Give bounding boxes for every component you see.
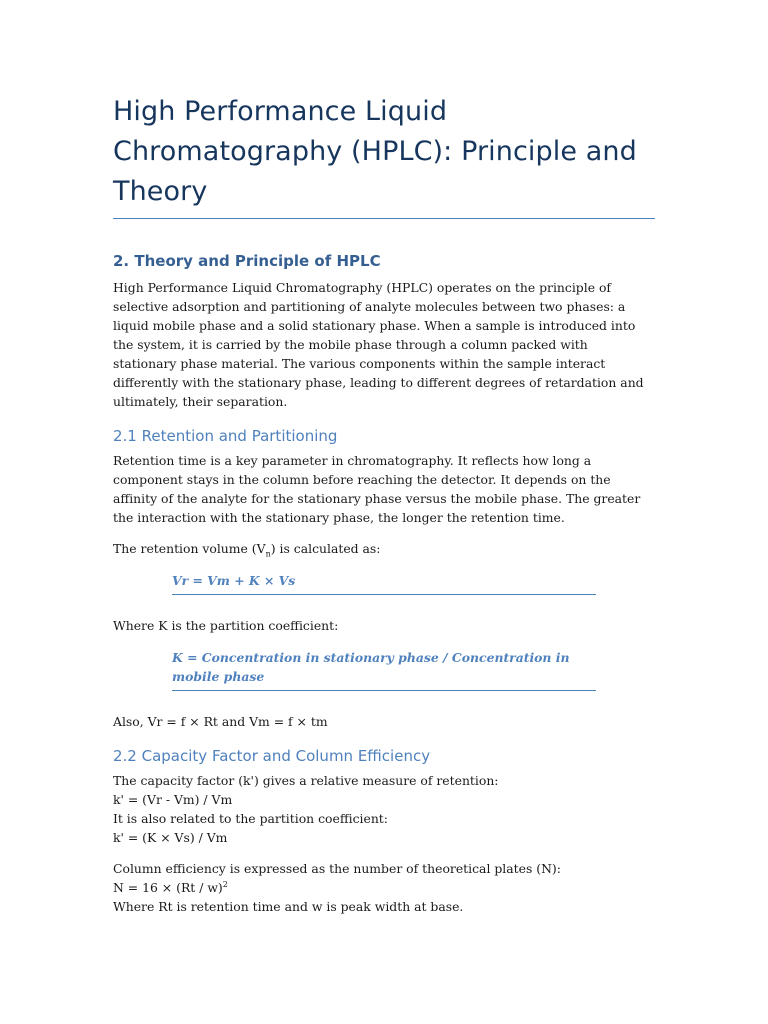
capacity-factor-line-2: k' = (Vr - Vm) / Vm: [113, 792, 233, 807]
document-page: [113, 92, 655, 916]
formula-partition-coefficient: K = Concentration in stationary phase / Concentration in mobile phase: [172, 648, 596, 691]
capacity-factor-line-3: It is also related to the partition coefficient:: [113, 811, 388, 826]
also-relation: Also, Vr = f × Rt and Vm = f × tm: [113, 714, 328, 729]
column-efficiency-line-2: N = 16 × (Rt / w)$^2$: [113, 879, 228, 895]
retention-volume-intro: The retention volume $(V_n)$ is calculated as:: [113, 541, 381, 559]
column-efficiency-line-3: Where Rt is retention time and w is peak width at base.: [113, 899, 464, 914]
partition-coefficient-intro: Where K is the partition coefficient:: [113, 618, 339, 633]
section-2-1-paragraph: Retention time is a key parameter in chromatography. It reflects how long a component stays in the column before reaching the detector. It depends on the affinity of the analyte for the stationary phase versus the mobile phase. The greater the interaction with the stationary phase, the longer the retention time.: [113, 453, 641, 525]
capacity-factor-line-1: The capacity factor (k') gives a relative measure of retention:: [113, 773, 499, 788]
column-efficiency-line-1: Column efficiency is expressed as the number of theoretical plates (N):: [113, 861, 561, 876]
document-title: High Performance Liquid Chromatography (HPLC): Principle and Theory: [113, 92, 655, 219]
capacity-factor-line-4: k' = (K × Vs) / Vm: [113, 830, 228, 845]
formula-retention-volume: Vr = Vm + K × Vs: [172, 571, 596, 595]
section-heading-2-2: 2.2 Capacity Factor and Column Efficiency: [113, 747, 431, 765]
section-heading-2-1: 2.1 Retention and Partitioning: [113, 427, 338, 445]
section-2-paragraph: High Performance Liquid Chromatography (HPLC) operates on the principle of selective adsorption and partitioning of analyte molecules between two phases: a liquid mobile phase and a solid stationary phase. When a sample is introduced into the system, it is carried by the mobile phase through a column packed with stationary phase material. The various components within the sample interact differently with the stationary phase, leading to different degrees of retardation and ultimately, their separation.: [113, 280, 644, 409]
section-heading-2: 2. Theory and Principle of HPLC: [113, 252, 381, 270]
